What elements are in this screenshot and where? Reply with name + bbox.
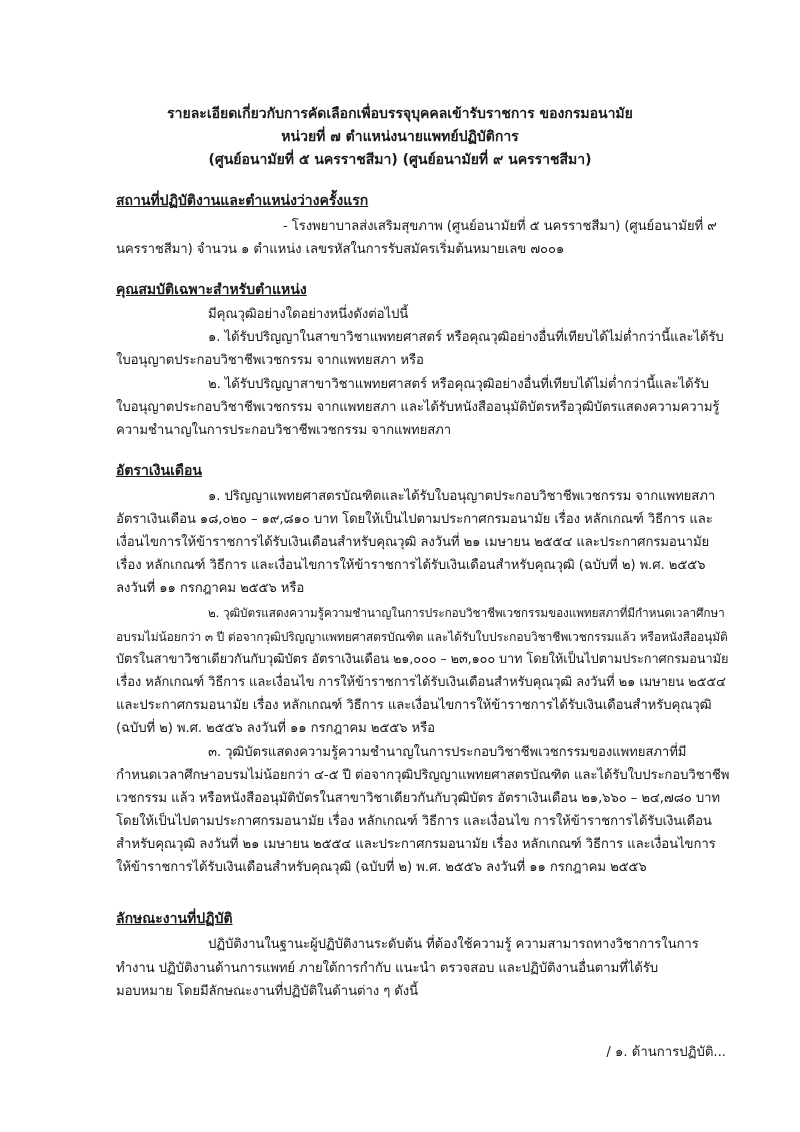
salary-line: เวชกรรม แล้ว หรือหนังสืออนุมัติบัตรในสาขาวิชาเดียวกันกับวุฒิบัตร อัตราเงินเดือน ๒๑,๖๖๐ – ๒๔,๗๘๐ บาท [116, 791, 720, 806]
salary-line: เรื่อง หลักเกณฑ์ วิธีการ และเงื่อนไข การให้ข้าราชการได้รับเงินเดือนสำหรับคุณวุฒิ ลงวันที่ ๒๑ เมษายน ๒๕๕๔ [116, 675, 726, 690]
salary-line: และประกาศกรมอนามัย เรื่อง หลักเกณฑ์ วิธีการ และเงื่อนไขการให้ข้าราชการได้รับเงินเดือนสำหรับคุณวุฒิ [116, 698, 712, 713]
document-title-line-2: หน่วยที่ ๗ ตำแหน่งนายแพทย์ปฏิบัติการ [281, 129, 519, 145]
salary-line: สำหรับคุณวุฒิ ลงวันที่ ๒๑ เมษายน ๒๕๕๔ และประกาศกรมอนามัย เรื่อง หลักเกณฑ์ วิธีการ และเงื่อนไขการ [116, 837, 716, 852]
qualification-line: ความชำนาญในการประกอบวิชาชีพเวชกรรม จากแพทยสภา [116, 423, 452, 438]
workplace-heading: สถานที่ปฏิบัติงานและตำแหน่งว่างครั้งแรก [116, 193, 369, 209]
duties-line: ทำงาน ปฏิบัติงานด้านการแพทย์ ภายใต้การกำกับ แนะนำ ตรวจสอบ และปฏิบัติงานอื่นตามที่ได้รับ [116, 961, 659, 976]
workplace-line: - โรงพยาบาลส่งเสริมสุขภาพ (ศูนย์อนามัยที่ ๕ นครราชสีมา) (ศูนย์อนามัยที่ ๙ [283, 219, 717, 234]
qualifications-heading: คุณสมบัติเฉพาะสำหรับตำแหน่ง [116, 282, 307, 298]
salary-line: ให้ข้าราชการได้รับเงินเดือนสำหรับคุณวุฒิ (ฉบับที่ ๒) พ.ศ. ๒๕๕๖ ลงวันที่ ๑๑ กรกฎาคม ๒๕๕๖ [116, 860, 647, 875]
document-title-line-3: (ศูนย์อนามัยที่ ๕ นครราชสีมา) (ศูนย์อนามัยที่ ๙ นครราชสีมา) [208, 152, 592, 168]
salary-line: ๒. วุฒิบัตรแสดงความรู้ความชำนาญในการประกอบวิชาชีพเวชกรรมของแพทยสภาที่มีกำหนดเวลาศึกษา [208, 606, 725, 620]
salary-line: ๑. ปริญญาแพทยศาสตรบัณฑิตและได้รับใบอนุญาตประกอบวิชาชีพเวชกรรม จากแพทยสภา [208, 489, 716, 504]
salary-line: ลงวันที่ ๑๑ กรกฎาคม ๒๕๕๖ หรือ [116, 581, 305, 596]
duties-heading: ลักษณะงานที่ปฏิบัติ [116, 911, 233, 927]
document-title-line-1: รายละเอียดเกี่ยวกับการคัดเลือกเพื่อบรรจุบุคคลเข้ารับราชการ ของกรมอนามัย [167, 106, 633, 122]
qualification-line: ใบอนุญาตประกอบวิชาชีพเวชกรรม จากแพทยสภา หรือ [116, 353, 424, 368]
duties-line: มอบหมาย โดยมีลักษณะงานที่ปฏิบัติในด้านต่าง ๆ ดังนี้ [116, 984, 418, 999]
salary-line: เงื่อนไขการให้ข้าราชการได้รับเงินเดือนสำหรับคุณวุฒิ ลงวันที่ ๒๑ เมษายน ๒๕๕๔ และประกาศกรมอนามัย [116, 535, 710, 550]
salary-line: โดยให้เป็นไปตามประกาศกรมอนามัย เรื่อง หลักเกณฑ์ วิธีการ และเงื่อนไข การให้ข้าราชการได้รับเงินเดือน [116, 814, 712, 829]
salary-line: อัตราเงินเดือน ๑๘,๐๒๐ – ๑๙,๘๑๐ บาท โดยให้เป็นไปตามประกาศกรมอนามัย เรื่อง หลักเกณฑ์ วิธีการ และ [116, 512, 713, 527]
salary-line: เรื่อง หลักเกณฑ์ วิธีการ และเงื่อนไขการให้ข้าราชการได้รับเงินเดือนสำหรับคุณวุฒิ (ฉบับที่ ๒) พ.ศ. ๒๕๕๖ [116, 558, 706, 573]
qualification-line: ๒. ได้รับปริญญาสาขาวิชาแพทยศาสตร์ หรือคุณวุฒิอย่างอื่นที่เทียบได้ไม่ต่ำกว่านี้และได้รับ [208, 377, 709, 392]
salary-heading: อัตราเงินเดือน [116, 463, 202, 479]
qualification-line: ใบอนุญาตประกอบวิชาชีพเวชกรรม จากแพทยสภา และได้รับหนังสืออนุมัติบัตรหรือวุฒิบัตรแสดงความความรู้ [116, 400, 720, 415]
salary-line: กำหนดเวลาศึกษาอบรมไม่น้อยกว่า ๔-๕ ปี ต่อจากวุฒิปริญญาแพทยศาสตรบัณฑิต และได้รับใบประกอบวิชาชีพ [116, 768, 730, 783]
workplace-line: นครราชสีมา) จำนวน ๑ ตำแหน่ง เลขรหัสในการรับสมัครเริ่มต้นหมายเลข ๗๐๐๑ [116, 242, 565, 257]
salary-line: บัตรในสาขาวิชาเดียวกันกับวุฒิบัตร อัตราเงินเดือน ๒๑,๐๐๐ – ๒๓,๑๐๐ บาท โดยให้เป็นไปตามประกาศกรมอนามัย [116, 652, 729, 667]
salary-line: ๓. วุฒิบัตรแสดงความรู้ความชำนาญในการประกอบวิชาชีพเวชกรรมของแพทยสภาที่มี [208, 745, 687, 760]
page-continuation: / ๑. ด้านการปฏิบัติ... [606, 1045, 726, 1060]
salary-line: (ฉบับที่ ๒) พ.ศ. ๒๕๕๖ ลงวันที่ ๑๑ กรกฎาคม ๒๕๕๖ หรือ [116, 721, 435, 736]
qualification-line: ๑. ได้รับปริญญาในสาขาวิชาแพทยศาสตร์ หรือคุณวุฒิอย่างอื่นที่เทียบได้ไม่ต่ำกว่านี้และได้รับ [208, 330, 724, 345]
qualification-line: มีคุณวุฒิอย่างใดอย่างหนึ่งดังต่อไปนี้ [208, 307, 409, 322]
salary-line: อบรมไม่น้อยกว่า ๓ ปี ต่อจากวุฒิปริญญาแพทยศาสตรบัณฑิต และได้รับใบประกอบวิชาชีพเวชกรรมแล้ว หรือหนังสืออนุมัติ [116, 630, 728, 644]
duties-line: ปฏิบัติงานในฐานะผู้ปฏิบัติงานระดับต้น ที่ต้องใช้ความรู้ ความสามารถทางวิชาการในการ [208, 937, 699, 952]
